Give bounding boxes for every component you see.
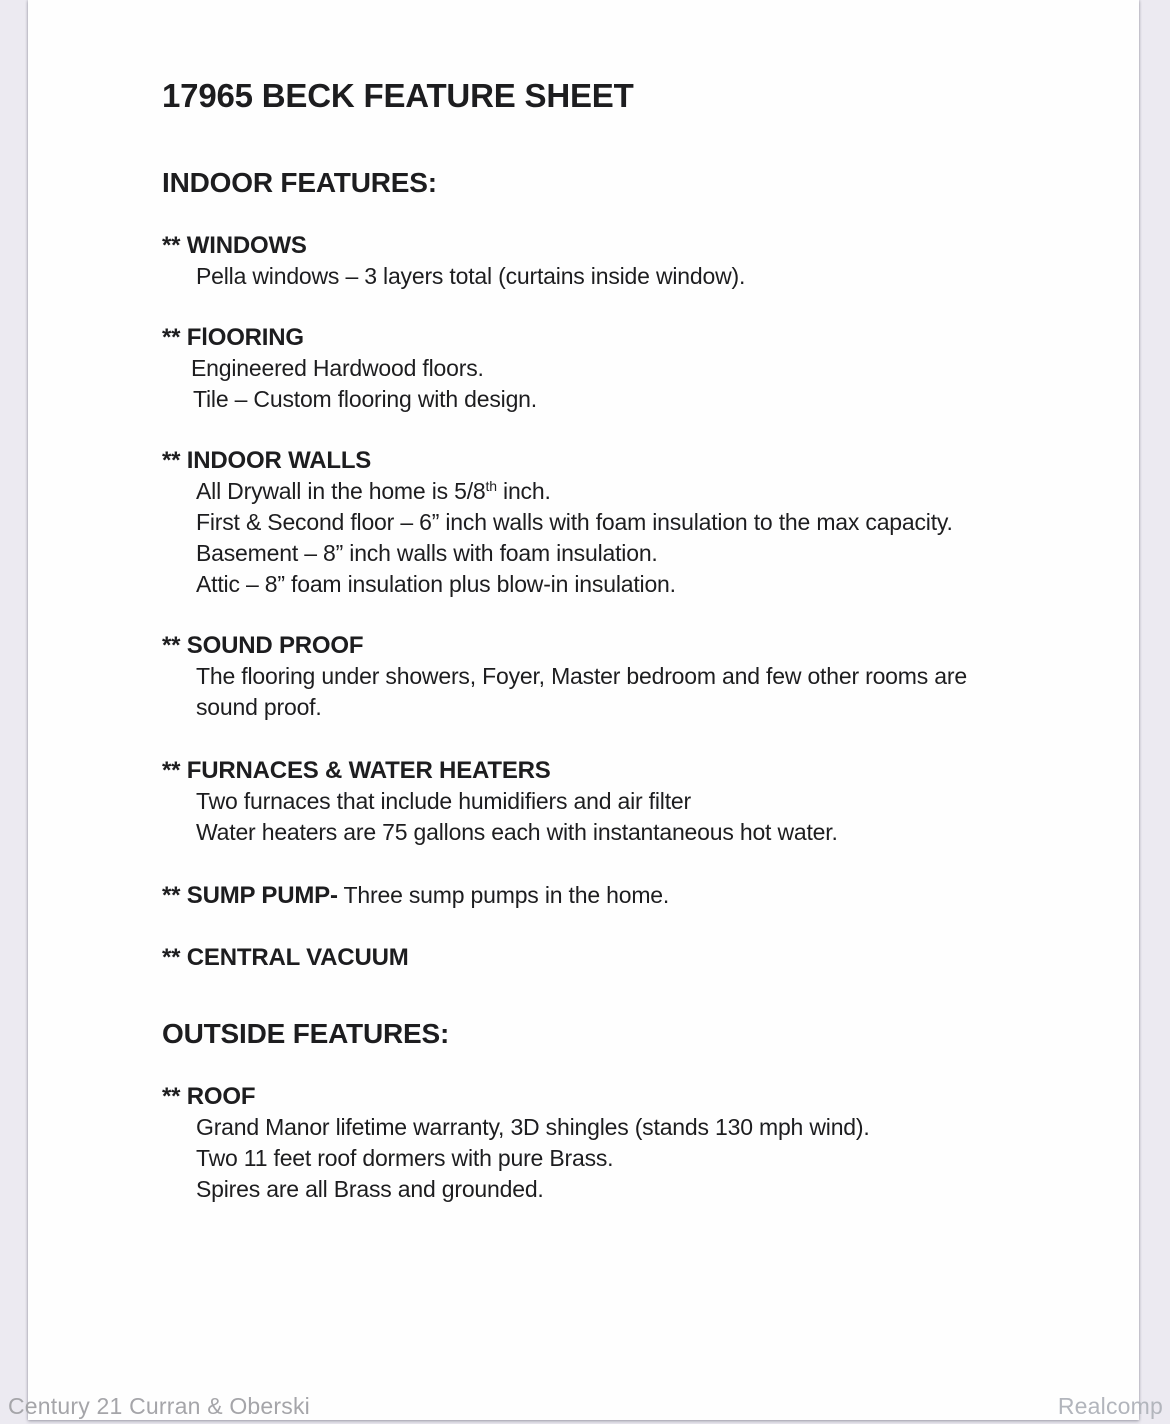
- feature-label: [162, 880, 1119, 911]
- feature-item-indoor-walls: [162, 445, 1119, 600]
- watermark-century21: Century 21 Curran & Oberski: [8, 1393, 310, 1419]
- feature-line: sound proof.: [196, 694, 322, 720]
- feature-line: First & Second floor – 6” inch walls with foam insulation to the max capacity.: [196, 509, 953, 535]
- feature-line: The flooring under showers, Foyer, Master bedroom and few other rooms are: [196, 663, 967, 689]
- document-title: 17965 BECK FEATURE SHEET: [162, 77, 634, 114]
- drywall-text-suffix: inch.: [496, 478, 551, 504]
- feature-line: Engineered Hardwood floors.: [191, 355, 484, 381]
- feature-item-sound-proof: [162, 630, 1119, 723]
- feature-item-flooring: [162, 322, 1119, 415]
- sump-pump-text: Three sump pumps in the home.: [337, 882, 670, 908]
- feature-item-roof: [162, 1081, 1119, 1205]
- feature-item-windows: [162, 230, 1119, 292]
- feature-line: Pella windows – 3 layers total (curtains inside window).: [196, 263, 746, 289]
- feature-item-furnaces-water-heaters: [162, 755, 1119, 848]
- feature-item-central-vacuum: [162, 942, 1119, 973]
- feature-line: Attic – 8” foam insulation plus blow-in insulation.: [196, 571, 676, 597]
- feature-label: ** INDOOR WALLS: [162, 447, 372, 474]
- drywall-text-prefix: All Drywall in the home is 5/8: [196, 478, 486, 504]
- feature-label: ** CENTRAL VACUUM: [162, 944, 409, 971]
- feature-line: Basement – 8” inch walls with foam insulation.: [196, 540, 658, 566]
- feature-label: ** WINDOWS: [162, 232, 307, 259]
- watermark-realcomp: Realcomp: [1057, 1393, 1163, 1419]
- feature-line: Grand Manor lifetime warranty, 3D shingles (stands 130 mph wind).: [196, 1114, 870, 1140]
- feature-line: Two 11 feet roof dormers with pure Brass.: [196, 1145, 614, 1171]
- feature-label: ** FlOORING: [162, 324, 304, 351]
- feature-label: ** ROOF: [162, 1083, 256, 1110]
- feature-label: ** FURNACES & WATER HEATERS: [162, 757, 551, 784]
- feature-item-sump-pump: [162, 880, 1119, 911]
- section-heading-indoor-features: INDOOR FEATURES:: [162, 167, 437, 198]
- feature-line: Water heaters are 75 gallons each with instantaneous hot water.: [196, 819, 838, 845]
- drywall-superscript: th: [485, 478, 497, 494]
- document-page: [28, 0, 1139, 1420]
- section-heading-outside-features: OUTSIDE FEATURES:: [162, 1018, 450, 1049]
- feature-line: Tile – Custom flooring with design.: [193, 386, 537, 412]
- sump-pump-label-bold: ** SUMP PUMP-: [162, 882, 338, 909]
- feature-label: ** SOUND PROOF: [162, 632, 364, 659]
- document-content: [28, 0, 1139, 1205]
- feature-line: [162, 476, 1119, 507]
- feature-line: Two furnaces that include humidifiers and air filter: [196, 788, 691, 814]
- feature-line: Spires are all Brass and grounded.: [196, 1176, 544, 1202]
